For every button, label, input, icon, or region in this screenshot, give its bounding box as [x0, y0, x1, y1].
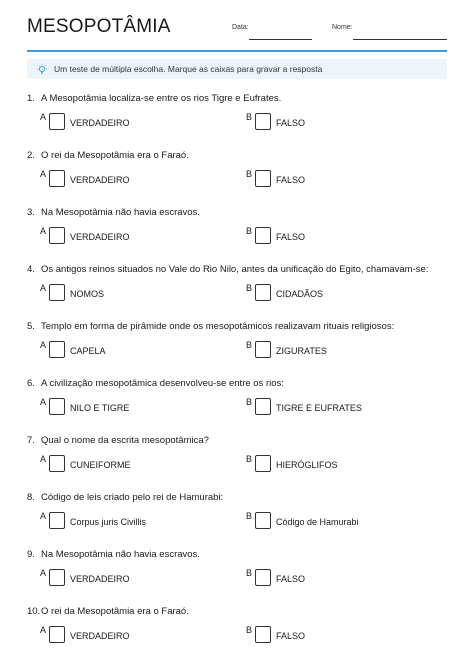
question-2 — [27, 147, 457, 204]
page-title: MESOPOTÂMIA — [27, 16, 171, 37]
option-letter: B — [246, 226, 253, 236]
answer-checkbox[interactable] — [255, 113, 271, 130]
question-5 — [27, 318, 457, 375]
question-text: O rei da Mesopotâmia era o Faraó. — [41, 150, 189, 161]
option-letter: A — [40, 340, 47, 350]
option-letter: B — [246, 169, 253, 179]
option-label: FALSO — [276, 118, 306, 128]
question-list — [27, 90, 457, 660]
answer-checkbox[interactable] — [49, 341, 65, 358]
option-letter: B — [246, 625, 253, 635]
answer-checkbox[interactable] — [255, 626, 271, 643]
question-text: Na Mesopotâmia não havia escravos. — [41, 207, 200, 218]
answer-checkbox[interactable] — [255, 227, 271, 244]
option-label: FALSO — [276, 631, 306, 641]
option-label: CUNEIFORME — [70, 460, 131, 470]
option-letter: B — [246, 511, 253, 521]
option-letter: B — [246, 112, 253, 122]
answer-checkbox[interactable] — [49, 455, 65, 472]
date-label: Data: — [232, 24, 249, 31]
answer-checkbox[interactable] — [255, 170, 271, 187]
option-label: TIGRE E EUFRATES — [276, 403, 362, 413]
question-number: 7. — [27, 435, 35, 446]
option-label: NOMOS — [70, 289, 105, 299]
option-letter: A — [40, 226, 47, 236]
option-letter: B — [246, 283, 253, 293]
answer-checkbox[interactable] — [255, 284, 271, 301]
option-label: VERDADEIRO — [70, 118, 130, 128]
header-divider — [27, 50, 447, 52]
lightbulb-icon — [36, 63, 48, 75]
question-3 — [27, 204, 457, 261]
option-label: VERDADEIRO — [70, 232, 130, 242]
answer-checkbox[interactable] — [49, 170, 65, 187]
question-number: 2. — [27, 150, 35, 161]
answer-checkbox[interactable] — [255, 398, 271, 415]
question-9 — [27, 546, 457, 603]
answer-checkbox[interactable] — [49, 113, 65, 130]
question-text: A Mesopotâmia localiza-se entre os rios Tigre e Eufrates. — [41, 93, 282, 104]
option-letter: A — [40, 568, 47, 578]
name-label: Nome: — [332, 24, 353, 31]
answer-checkbox[interactable] — [49, 398, 65, 415]
answer-checkbox[interactable] — [49, 227, 65, 244]
question-7 — [27, 432, 457, 489]
option-label: CAPELA — [70, 346, 106, 356]
option-letter: A — [40, 112, 47, 122]
answer-checkbox[interactable] — [255, 512, 271, 529]
option-label: HIERÓGLIFOS — [276, 460, 338, 470]
option-label: VERDADEIRO — [70, 631, 130, 641]
option-label: FALSO — [276, 574, 306, 584]
question-number: 9. — [27, 549, 35, 560]
option-letter: B — [246, 397, 253, 407]
answer-checkbox[interactable] — [255, 569, 271, 586]
question-10 — [27, 603, 457, 660]
option-letter: A — [40, 511, 47, 521]
answer-checkbox[interactable] — [49, 626, 65, 643]
option-label: VERDADEIRO — [70, 574, 130, 584]
option-label: NILO E TIGRE — [70, 403, 130, 413]
option-label: ZIGURATES — [276, 346, 327, 356]
question-number: 5. — [27, 321, 35, 332]
answer-checkbox[interactable] — [49, 284, 65, 301]
option-label: Código de Hamurabi — [276, 517, 359, 527]
instruction-banner — [27, 59, 447, 79]
option-letter: B — [246, 568, 253, 578]
question-text: Templo em forma de pirâmide onde os mesopotâmicos realizavam rituais religiosos: — [41, 321, 395, 332]
option-letter: A — [40, 625, 47, 635]
question-number: 3. — [27, 207, 35, 218]
question-6 — [27, 375, 457, 432]
question-text: Na Mesopotâmia não havia escravos. — [41, 549, 200, 560]
name-field[interactable] — [353, 39, 447, 40]
question-text: Qual o nome da escrita mesopotâmica? — [41, 435, 209, 446]
option-label: Corpus juris Civillis — [70, 517, 147, 527]
option-letter: A — [40, 454, 47, 464]
answer-checkbox[interactable] — [255, 341, 271, 358]
question-number: 8. — [27, 492, 35, 503]
option-label: VERDADEIRO — [70, 175, 130, 185]
option-letter: A — [40, 283, 47, 293]
date-field[interactable] — [249, 39, 312, 40]
option-letter: A — [40, 397, 47, 407]
option-letter: B — [246, 454, 253, 464]
question-4 — [27, 261, 457, 318]
question-text: O rei da Mesopotâmia era o Faraó. — [41, 606, 189, 617]
answer-checkbox[interactable] — [49, 569, 65, 586]
option-label: CIDADÃOS — [276, 289, 324, 299]
question-number: 4. — [27, 264, 35, 275]
question-1 — [27, 90, 457, 147]
question-number: 1. — [27, 93, 35, 104]
answer-checkbox[interactable] — [255, 455, 271, 472]
instruction-text: Um teste de múltipla escolha. Marque as caixas para gravar a resposta — [54, 64, 323, 74]
option-letter: B — [246, 340, 253, 350]
answer-checkbox[interactable] — [49, 512, 65, 529]
question-number: 6. — [27, 378, 35, 389]
question-text: A civilização mesopotâmica desenvolveu-se entre os rios: — [41, 378, 284, 389]
question-number: 10. — [27, 606, 41, 617]
option-letter: A — [40, 169, 47, 179]
option-label: FALSO — [276, 175, 306, 185]
question-8 — [27, 489, 457, 546]
worksheet-header — [27, 14, 447, 50]
option-label: FALSO — [276, 232, 306, 242]
question-text: Código de leis criado pelo rei de Hamurabi: — [41, 492, 224, 503]
question-text: Os antigos reinos situados no Vale do Rio Nilo, antes da unificação do Egito, chamavam-se: — [41, 264, 429, 275]
